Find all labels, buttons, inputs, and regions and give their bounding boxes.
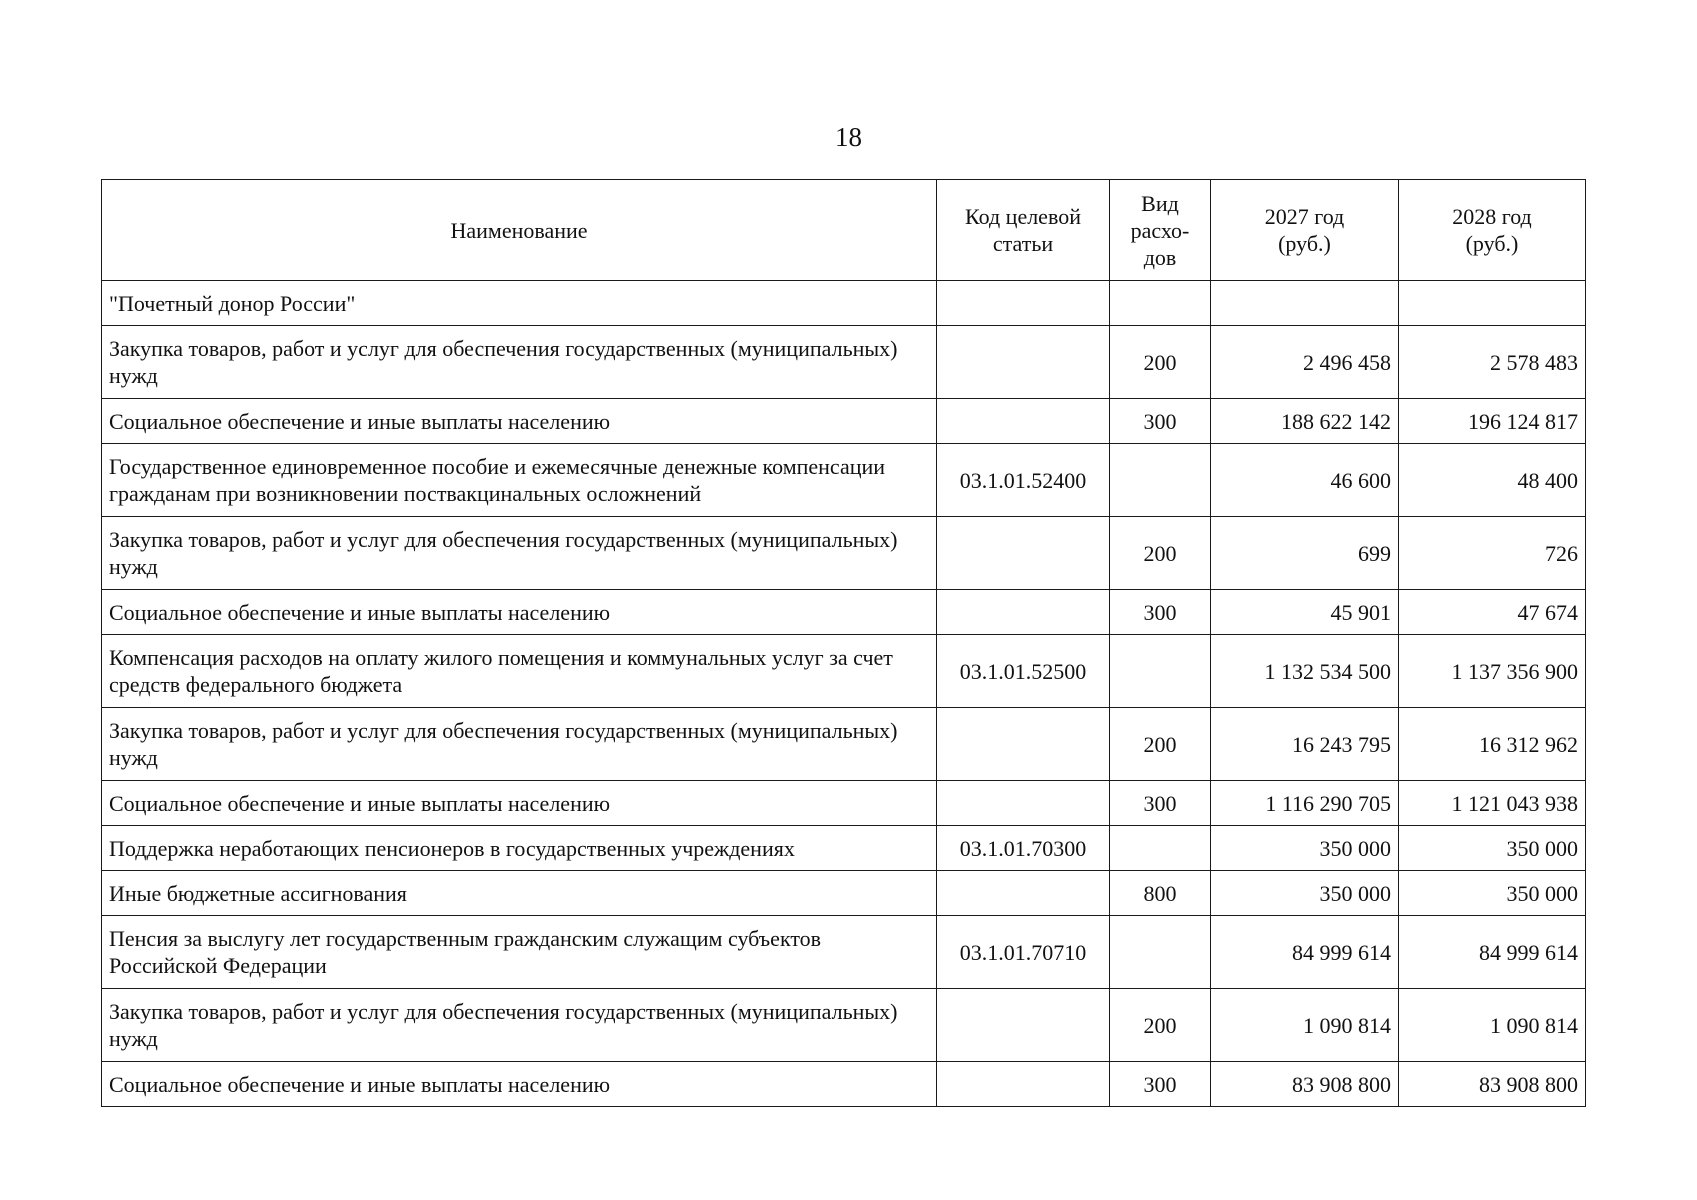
- header-code: Код целевой статьи: [937, 180, 1110, 281]
- table-row: [102, 590, 1586, 635]
- cell-name: Государственное единовременное пособие и ежемесячные денежные компенсации гражданам при возникновении поствакцинальных осложнений: [102, 444, 937, 517]
- cell-code: [937, 708, 1110, 781]
- header-2028: 2028 год (руб.): [1399, 180, 1586, 281]
- cell-code: 03.1.01.52500: [937, 635, 1110, 708]
- cell-2028: 83 908 800: [1399, 1062, 1586, 1107]
- cell-type: [1110, 826, 1211, 871]
- header-2027: 2027 год (руб.): [1211, 180, 1399, 281]
- cell-code: 03.1.01.70710: [937, 916, 1110, 989]
- cell-2028: 726: [1399, 517, 1586, 590]
- cell-name: Закупка товаров, работ и услуг для обеспечения государственных (муниципальных) нужд: [102, 517, 937, 590]
- cell-name: Поддержка неработающих пенсионеров в государственных учреждениях: [102, 826, 937, 871]
- cell-2028: 196 124 817: [1399, 399, 1586, 444]
- table-row: [102, 326, 1586, 399]
- cell-type: 300: [1110, 590, 1211, 635]
- page-number: 18: [835, 122, 862, 152]
- cell-2027: 699: [1211, 517, 1399, 590]
- table-row: [102, 399, 1586, 444]
- cell-2028: 1 090 814: [1399, 989, 1586, 1062]
- table-row: [102, 708, 1586, 781]
- cell-type: [1110, 916, 1211, 989]
- cell-type: 300: [1110, 1062, 1211, 1107]
- cell-type: 200: [1110, 708, 1211, 781]
- budget-table: [101, 179, 1586, 1107]
- cell-code: [937, 326, 1110, 399]
- cell-2027: 1 116 290 705: [1211, 781, 1399, 826]
- cell-2027: 46 600: [1211, 444, 1399, 517]
- cell-name: Закупка товаров, работ и услуг для обеспечения государственных (муниципальных) нужд: [102, 708, 937, 781]
- table-row: [102, 826, 1586, 871]
- cell-type: 800: [1110, 871, 1211, 916]
- cell-2027: 350 000: [1211, 871, 1399, 916]
- cell-type: [1110, 281, 1211, 326]
- cell-2028: 2 578 483: [1399, 326, 1586, 399]
- table-row: [102, 1062, 1586, 1107]
- cell-2027: 45 901: [1211, 590, 1399, 635]
- cell-2027: 83 908 800: [1211, 1062, 1399, 1107]
- cell-code: 03.1.01.52400: [937, 444, 1110, 517]
- cell-2028: 350 000: [1399, 826, 1586, 871]
- table-row: [102, 517, 1586, 590]
- table-row: [102, 635, 1586, 708]
- cell-code: [937, 871, 1110, 916]
- cell-2028: 84 999 614: [1399, 916, 1586, 989]
- cell-2028: 350 000: [1399, 871, 1586, 916]
- cell-type: 200: [1110, 989, 1211, 1062]
- table-row: [102, 916, 1586, 989]
- cell-type: [1110, 444, 1211, 517]
- cell-2027: 350 000: [1211, 826, 1399, 871]
- cell-2027: [1211, 281, 1399, 326]
- cell-code: [937, 517, 1110, 590]
- cell-code: [937, 590, 1110, 635]
- cell-name: Социальное обеспечение и иные выплаты населению: [102, 590, 937, 635]
- cell-type: 200: [1110, 326, 1211, 399]
- cell-name: Социальное обеспечение и иные выплаты населению: [102, 1062, 937, 1107]
- header-name: Наименование: [102, 180, 937, 281]
- cell-type: 200: [1110, 517, 1211, 590]
- table-row: [102, 444, 1586, 517]
- cell-type: 300: [1110, 399, 1211, 444]
- cell-name: Компенсация расходов на оплату жилого помещения и коммунальных услуг за счет средств федерального бюджета: [102, 635, 937, 708]
- cell-2027: 84 999 614: [1211, 916, 1399, 989]
- cell-2027: 16 243 795: [1211, 708, 1399, 781]
- cell-code: 03.1.01.70300: [937, 826, 1110, 871]
- header-type: Вид расхо- дов: [1110, 180, 1211, 281]
- cell-2027: 188 622 142: [1211, 399, 1399, 444]
- cell-code: [937, 1062, 1110, 1107]
- table-row: [102, 989, 1586, 1062]
- cell-name: Социальное обеспечение и иные выплаты населению: [102, 399, 937, 444]
- cell-name: Иные бюджетные ассигнования: [102, 871, 937, 916]
- cell-code: [937, 781, 1110, 826]
- cell-code: [937, 399, 1110, 444]
- cell-type: [1110, 635, 1211, 708]
- cell-2028: 47 674: [1399, 590, 1586, 635]
- cell-2027: 1 090 814: [1211, 989, 1399, 1062]
- table-row: [102, 871, 1586, 916]
- cell-2028: 1 121 043 938: [1399, 781, 1586, 826]
- table-header-row: [102, 180, 1586, 281]
- cell-name: Закупка товаров, работ и услуг для обеспечения государственных (муниципальных) нужд: [102, 326, 937, 399]
- cell-2027: 1 132 534 500: [1211, 635, 1399, 708]
- cell-type: 300: [1110, 781, 1211, 826]
- cell-2028: 16 312 962: [1399, 708, 1586, 781]
- cell-name: Социальное обеспечение и иные выплаты населению: [102, 781, 937, 826]
- cell-2028: 48 400: [1399, 444, 1586, 517]
- cell-name: Пенсия за выслугу лет государственным гражданским служащим субъектов Российской Федерации: [102, 916, 937, 989]
- cell-name: Закупка товаров, работ и услуг для обеспечения государственных (муниципальных) нужд: [102, 989, 937, 1062]
- cell-code: [937, 281, 1110, 326]
- cell-code: [937, 989, 1110, 1062]
- table-row: [102, 281, 1586, 326]
- cell-2028: [1399, 281, 1586, 326]
- cell-2027: 2 496 458: [1211, 326, 1399, 399]
- table-row: [102, 781, 1586, 826]
- cell-name: "Почетный донор России": [102, 281, 937, 326]
- cell-2028: 1 137 356 900: [1399, 635, 1586, 708]
